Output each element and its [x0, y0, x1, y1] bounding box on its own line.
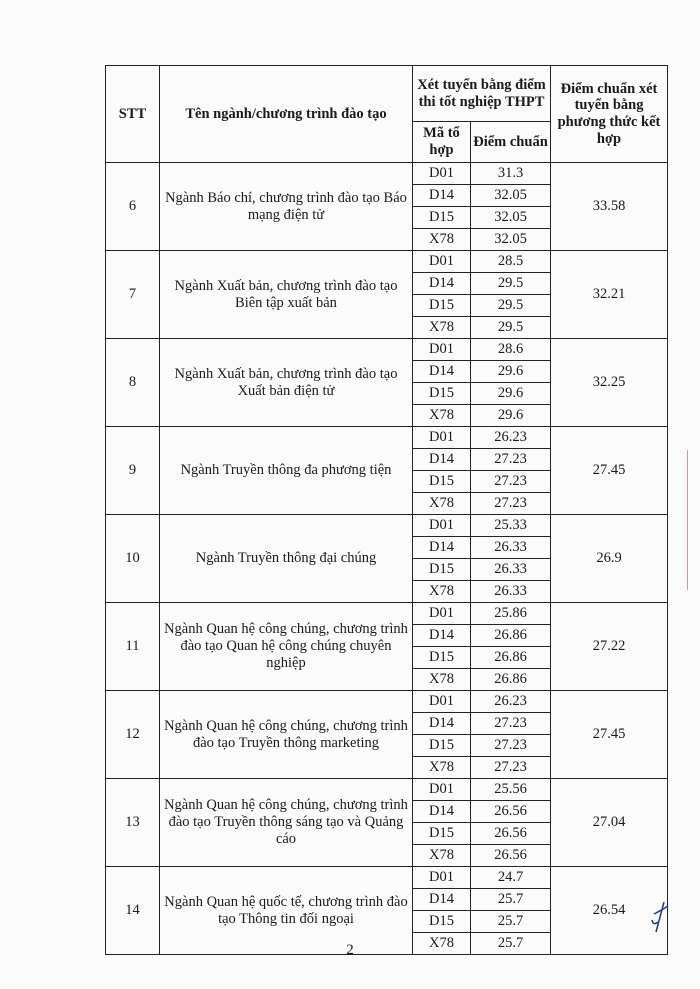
row-combo-score: 28.5 — [471, 251, 551, 273]
table-row — [106, 603, 668, 625]
header-program: Tên ngành/chương trình đào tạo — [160, 66, 413, 163]
signature-mark — [650, 900, 670, 934]
row-combo-score: 27.23 — [471, 449, 551, 471]
row-combo-score: 29.6 — [471, 361, 551, 383]
row-combo-code: D14 — [413, 713, 471, 735]
row-combo-score: 26.56 — [471, 845, 551, 867]
row-combo-score: 27.23 — [471, 471, 551, 493]
row-combo-score: 26.23 — [471, 691, 551, 713]
row-combined-cutoff: 33.58 — [551, 163, 668, 251]
row-stt: 7 — [106, 251, 160, 339]
row-combo-score: 32.05 — [471, 207, 551, 229]
row-combo-score: 26.33 — [471, 537, 551, 559]
row-combined-cutoff: 27.04 — [551, 779, 668, 867]
row-combo-score: 25.56 — [471, 779, 551, 801]
row-combo-code: X78 — [413, 405, 471, 427]
row-combined-cutoff: 26.54 — [551, 867, 668, 955]
row-program-name: Ngành Quan hệ quốc tế, chương trình đào tạo Thông tin đối ngoại — [160, 867, 413, 955]
row-combo-score: 26.56 — [471, 801, 551, 823]
row-combo-code: D01 — [413, 339, 471, 361]
row-combo-code: D01 — [413, 603, 471, 625]
table-row — [106, 867, 668, 889]
header-combo-code: Mã tổ hợp — [413, 122, 471, 163]
row-combo-code: D14 — [413, 273, 471, 295]
row-combo-score: 26.23 — [471, 427, 551, 449]
row-combo-code: D14 — [413, 889, 471, 911]
row-combo-score: 29.6 — [471, 383, 551, 405]
row-stt: 12 — [106, 691, 160, 779]
row-combo-score: 29.5 — [471, 273, 551, 295]
row-combo-score: 27.23 — [471, 493, 551, 515]
row-combined-cutoff: 32.21 — [551, 251, 668, 339]
row-combo-score: 26.86 — [471, 647, 551, 669]
row-program-name: Ngành Quan hệ công chúng, chương trình đào tạo Truyền thông sáng tạo và Quảng cáo — [160, 779, 413, 867]
row-stt: 6 — [106, 163, 160, 251]
row-combo-score: 26.86 — [471, 625, 551, 647]
row-combo-code: X78 — [413, 845, 471, 867]
row-stt: 8 — [106, 339, 160, 427]
row-program-name: Ngành Truyền thông đại chúng — [160, 515, 413, 603]
table-body — [106, 163, 668, 955]
row-combo-score: 25.33 — [471, 515, 551, 537]
row-combo-code: X78 — [413, 669, 471, 691]
row-combo-code: D01 — [413, 251, 471, 273]
row-program-name: Ngành Quan hệ công chúng, chương trình đào tạo Quan hệ công chúng chuyên nghiệp — [160, 603, 413, 691]
row-combo-score: 25.7 — [471, 889, 551, 911]
table-row — [106, 427, 668, 449]
row-combo-code: D01 — [413, 867, 471, 889]
row-combo-code: D15 — [413, 295, 471, 317]
row-combo-code: D01 — [413, 691, 471, 713]
row-combo-score: 26.86 — [471, 669, 551, 691]
row-combo-score: 26.56 — [471, 823, 551, 845]
row-combo-code: D15 — [413, 383, 471, 405]
row-combo-code: D01 — [413, 163, 471, 185]
row-combo-code: D15 — [413, 471, 471, 493]
row-combo-code: D15 — [413, 647, 471, 669]
row-combo-code: D15 — [413, 559, 471, 581]
header-cutoff: Điểm chuẩn — [471, 122, 551, 163]
row-combo-code: X78 — [413, 581, 471, 603]
table-row — [106, 779, 668, 801]
row-combo-score: 25.7 — [471, 933, 551, 955]
row-stt: 14 — [106, 867, 160, 955]
row-combo-code: D15 — [413, 735, 471, 757]
table-row — [106, 339, 668, 361]
row-combo-code: D15 — [413, 911, 471, 933]
table-row — [106, 691, 668, 713]
row-combo-score: 29.5 — [471, 295, 551, 317]
row-combo-code: D01 — [413, 779, 471, 801]
row-combo-code: X78 — [413, 757, 471, 779]
row-combo-code: X78 — [413, 229, 471, 251]
row-combo-score: 27.23 — [471, 757, 551, 779]
row-combo-code: D01 — [413, 427, 471, 449]
row-combo-score: 27.23 — [471, 713, 551, 735]
row-combo-score: 25.86 — [471, 603, 551, 625]
table-row — [106, 251, 668, 273]
row-combo-code: X78 — [413, 493, 471, 515]
row-program-name: Ngành Báo chí, chương trình đào tạo Báo mạng điện tử — [160, 163, 413, 251]
cutoff-score-table — [105, 65, 668, 955]
row-combo-score: 27.23 — [471, 735, 551, 757]
row-combo-code: D14 — [413, 801, 471, 823]
row-program-name: Ngành Truyền thông đa phương tiện — [160, 427, 413, 515]
row-combo-score: 25.7 — [471, 911, 551, 933]
row-program-name: Ngành Xuất bản, chương trình đào tạo Xuất bản điện tử — [160, 339, 413, 427]
row-combo-score: 24.7 — [471, 867, 551, 889]
row-combo-score: 26.33 — [471, 581, 551, 603]
row-combo-code: D15 — [413, 823, 471, 845]
row-program-name: Ngành Quan hệ công chúng, chương trình đào tạo Truyền thông marketing — [160, 691, 413, 779]
row-combo-code: D14 — [413, 361, 471, 383]
row-combo-code: D01 — [413, 515, 471, 537]
row-combo-code: X78 — [413, 933, 471, 955]
row-combo-code: X78 — [413, 317, 471, 339]
header-combined-cutoff: Điểm chuẩn xét tuyển bằng phương thức kết hợp — [551, 66, 668, 163]
row-combo-score: 29.6 — [471, 405, 551, 427]
row-stt: 13 — [106, 779, 160, 867]
row-combined-cutoff: 32.25 — [551, 339, 668, 427]
row-combo-score: 28.6 — [471, 339, 551, 361]
row-combo-code: D14 — [413, 537, 471, 559]
row-combo-code: D14 — [413, 449, 471, 471]
row-combined-cutoff: 27.45 — [551, 427, 668, 515]
row-combined-cutoff: 27.22 — [551, 603, 668, 691]
row-program-name: Ngành Xuất bản, chương trình đào tạo Biên tập xuất bản — [160, 251, 413, 339]
row-combo-code: D14 — [413, 185, 471, 207]
row-combo-score: 32.05 — [471, 229, 551, 251]
red-stamp-fragment — [687, 450, 700, 590]
page-number: 2 — [346, 942, 354, 958]
row-combined-cutoff: 26.9 — [551, 515, 668, 603]
row-stt: 9 — [106, 427, 160, 515]
row-stt: 10 — [106, 515, 160, 603]
row-combo-score: 29.5 — [471, 317, 551, 339]
row-combo-score: 26.33 — [471, 559, 551, 581]
table-row — [106, 515, 668, 537]
row-combo-code: D14 — [413, 625, 471, 647]
row-stt: 11 — [106, 603, 160, 691]
header-exam-group: Xét tuyển bằng điểm thi tốt nghiệp THPT — [413, 66, 551, 122]
row-combo-code: D15 — [413, 207, 471, 229]
row-combo-score: 32.05 — [471, 185, 551, 207]
row-combined-cutoff: 27.45 — [551, 691, 668, 779]
header-stt: STT — [106, 66, 160, 163]
table-row — [106, 163, 668, 185]
row-combo-score: 31.3 — [471, 163, 551, 185]
